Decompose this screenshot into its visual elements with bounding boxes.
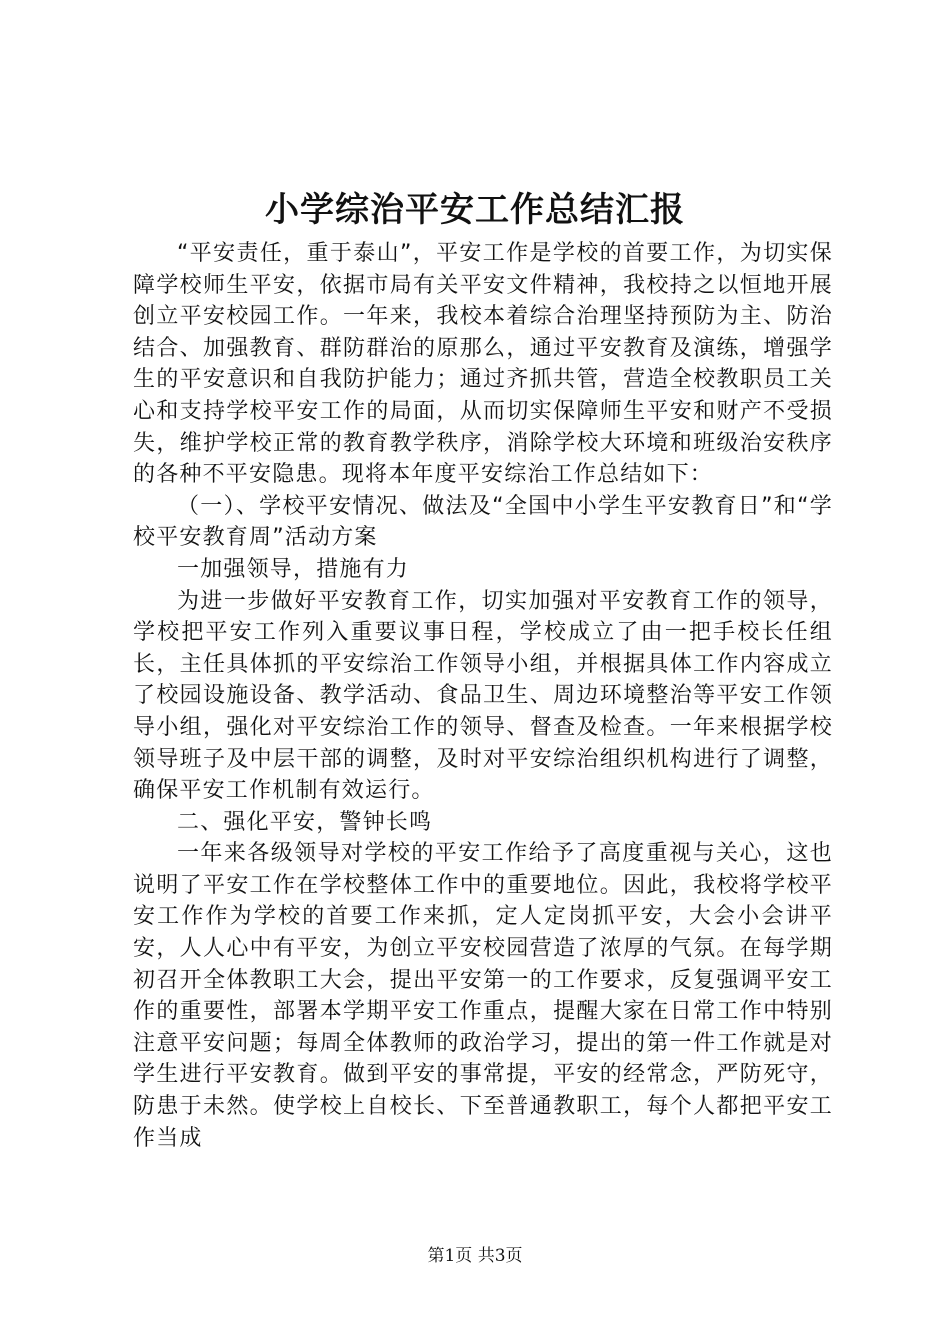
paragraph-leadership: 为进一步做好平安教育工作，切实加强对平安教育工作的领导，学校把平安工作列入重要议事日程，学校成立了由一把手校长任组长，主任具体抓的平安综治工作领导小组，并根据具体工作内容成立了校园设施设备、教学活动、食品卫生、周边环境整治等平安工作领导小组，强化对平安综治工作的领导、督查及检查。一年来根据学校领导班子及中层干部的调整，及时对平安综治组织机构进行了调整，确保平安工作机制有效运行。 [133,588,833,804]
document-body [133,238,833,1154]
page-title: 小学综治平安工作总结汇报 [265,190,685,230]
paragraph-subheading-leadership: 一加强领导，措施有力 [177,556,410,582]
paragraph-section-heading: （一）、学校平安情况、做法及“全国中小学生平安教育日”和“学校平安教育周”活动方案 [133,493,833,551]
paragraph-safety: 一年来各级领导对学校的平安工作给予了高度重视与关心，这也说明了平安工作在学校整体工作中的重要地位。因此，我校将学校平安工作作为学校的首要工作来抓，定人定岗抓平安，大会小会讲平安，人人心中有平安，为创立平安校园营造了浓厚的气氛。在每学期初召开全体教职工大会，提出平安第一的工作要求，反复强调平安工作的重要性，部署本学期平安工作重点，提醒大家在日常工作中特别注意平安问题；每周全体教师的政治学习，提出的第一件工作就是对学生进行平安教育。做到平安的事常提，平安的经常念，严防死守，防患于未然。使学校上自校长、下至普通教职工，每个人都把平安工作当成 [133,841,833,1151]
paragraph-subheading-safety: 二、强化平安，警钟长鸣 [177,809,433,835]
paragraph-intro: “平安责任，重于泰山”，平安工作是学校的首要工作，为切实保障学校师生平安，依据市局有关平安文件精神，我校持之以恒地开展创立平安校园工作。一年来，我校本着综合治理坚持预防为主、防治结合、加强教育、群防群治的原那么，通过平安教育及演练，增强学生的平安意识和自我防护能力；通过齐抓共管，营造全校教职员工关心和支持学校平安工作的局面，从而切实保障师生平安和财产不受损失，维护学校正常的教育教学秩序，消除学校大环境和班级治安秩序的各种不平安隐患。现将本年度平安综治工作总结如下： [133,241,833,488]
page-footer: 第1页 共3页 [427,1246,523,1266]
